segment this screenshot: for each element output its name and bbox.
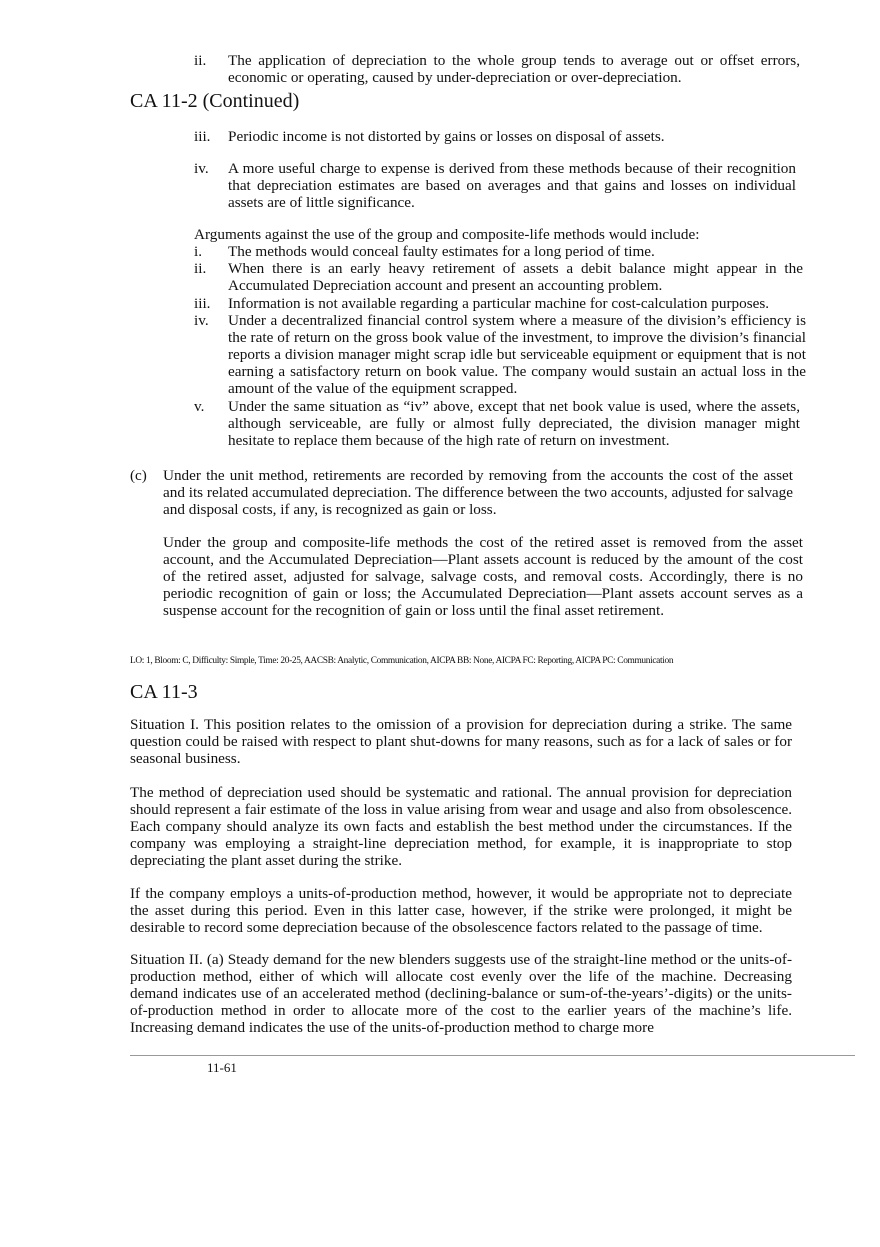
paragraph: Situation II. (a) Steady demand for the new blenders suggests use of the straight-line method or the units-of-production method, either of which will allocate cost evenly over the life of the machine. Decreasing demand indicates use of an accelerated method (declining-balance or sum-of-the-years’-digits) or the units-of-production method in order to allocate more of the cost to the earlier years of the machine’s life. Increasing demand indicates the use of the units-of-production method to charge more xyxy=(130,951,792,1036)
paragraph: Situation I. This position relates to the omission of a provision for depreciation during a strike. The same question could be raised with respect to plant shut-downs for many reasons, such as for a lack of sales or for seasonal business. xyxy=(130,716,792,767)
part-c-paragraph-1: Under the unit method, retirements are recorded by removing from the accounts the cost of the asset and its related accumulated depreciation. The difference between the two accounts, adjusted for salvage and disposal costs, if any, is recognized as gain or loss. xyxy=(163,467,793,518)
list-number: v. xyxy=(194,398,205,415)
list-number: ii. xyxy=(194,260,207,277)
list-item-text: Under the same situation as “iv” above, except that net book value is used, where the assets, although serviceable, are fully or almost fully depreciated, the division manager might hesitate to replace them because of the high rate of return on investment. xyxy=(228,398,800,449)
arguments-against-intro: Arguments against the use of the group and composite-life methods would include: xyxy=(194,226,700,243)
list-item-text: Periodic income is not distorted by gains or losses on disposal of assets. xyxy=(228,128,665,145)
list-item-text: Information is not available regarding a particular machine for cost-calculation purposes. xyxy=(228,295,770,312)
list-number: ii. xyxy=(194,52,207,69)
list-item-text: When there is an early heavy retirement of assets a debit balance might appear in the Accumulated Depreciation account and present an accounting problem. xyxy=(228,260,803,294)
list-item-text: The application of depreciation to the whole group tends to average out or offset errors, economic or operating, caused by under-depreciation or over-depreciation. xyxy=(228,52,800,86)
list-number: iii. xyxy=(194,128,211,145)
list-item-text: Under a decentralized financial control system where a measure of the division’s efficiency is the rate of return on the gross book value of the investment, to improve the division’s financial reports a division manager might scrap idle but serviceable equipment or equipment that is not earning a satisfactory return on book value. The company would sustain an actual loss in the amount of the value of the equipment scrapped. xyxy=(228,312,806,397)
list-number: iii. xyxy=(194,295,211,312)
part-c-paragraph-2: Under the group and composite-life methods the cost of the retired asset is removed from the asset account, and the Accumulated Depreciation—Plant assets account is reduced by the amount of the cost of the retired asset, adjusted for salvage, salvage costs, and removal costs. Accordingly, there is no periodic recognition of gain or loss; the Accumulated Depreciation—Plant assets account serves as a suspense account for the recognition of gain or loss until the final asset retirement. xyxy=(163,534,803,619)
section-heading-ca-11-3: CA 11-3 xyxy=(130,681,198,703)
list-item-text: A more useful charge to expense is derived from these methods because of their recognition that depreciation estimates are based on averages and that gains and losses on individual assets are of little significance. xyxy=(228,160,796,211)
section-heading-continued: CA 11-2 (Continued) xyxy=(130,90,300,112)
list-number: iv. xyxy=(194,312,209,329)
list-number: i. xyxy=(194,243,203,260)
page-number: 11-61 xyxy=(207,1060,237,1075)
footer-rule xyxy=(130,1055,855,1056)
part-label: (c) xyxy=(130,467,147,484)
paragraph: If the company employs a units-of-production method, however, it would be appropriate not to depreciate the asset during this period. Even in this latter case, however, if the strike were prolonged, it might be desirable to record some depreciation because of the obsolescence factors related to the passage of time. xyxy=(130,885,792,936)
learning-objective-line: LO: 1, Bloom: C, Difficulty: Simple, Time: 20-25, AACSB: Analytic, Communication, AICPA BB: None, AICPA FC: Reporting, AICPA PC: Communication xyxy=(130,656,674,666)
list-number: iv. xyxy=(194,160,209,177)
list-item-text: The methods would conceal faulty estimates for a long period of time. xyxy=(228,243,655,260)
paragraph: The method of depreciation used should be systematic and rational. The annual provision for depreciation should represent a fair estimate of the loss in value arising from wear and usage and also from obsolescence. Each company should analyze its own facts and establish the best method under the circumstances. If the company was employing a straight-line depreciation method, for example, it is inappropriate to stop depreciating the plant asset during the strike. xyxy=(130,784,792,869)
